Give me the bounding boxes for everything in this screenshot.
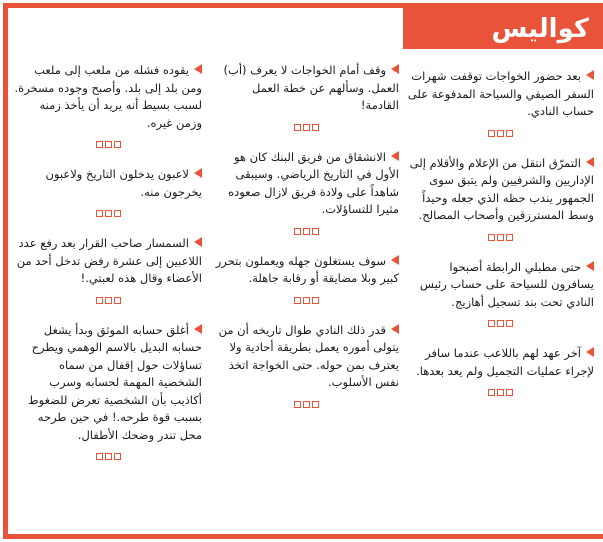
bullet-arrow-icon [391,151,399,161]
separator-squares-icon [213,119,399,127]
bullet-arrow-icon [194,64,202,74]
section-title: كواليس [491,14,589,44]
separator-squares-icon [406,229,594,237]
column-right [406,68,594,414]
news-item [213,149,399,231]
news-item [406,345,594,392]
separator-squares-icon [213,396,399,404]
bullet-arrow-icon [194,237,202,247]
news-item [213,253,399,300]
item-text: الانشقاق من فريق البنك كان هو الأول في التاريخ الرياضي. وسيبقى شاهداً على ولادة فريق لازال صعوده مثيرا للتساؤلات. [228,149,399,216]
frame-bottom-border [3,534,603,539]
item-text: يقوده فشله من ملعب إلى ملعب ومن بلد إلى بلد. وأصبح وجوده مسخرة. لسبب بسيط أنه يريد أن يأخذ زمنه وزمن غيره. [14,63,202,130]
item-text: التمرّق انتقل من الإعلام والأقلام إلى الإداريين والشرفيين ولم يتبق سوى الجمهور يندب حظه الذي جعله وحيداً وسط المسترزقين وأصحاب المصالح. [409,155,594,222]
header-bar [403,3,603,49]
bullet-arrow-icon [194,324,202,334]
separator-squares-icon [406,125,594,133]
bullet-arrow-icon [586,261,594,271]
item-text: قدر ذلك النادي طوال تاريخه أن من يتولى أموره يعمل بطريقة أحادية ولا يعترف بمن حوله. حتى الخواجة اتخذ نفس الأسلوب. [218,322,399,389]
bullet-arrow-icon [391,324,399,334]
item-text: آخر عهد لهم باللاعب عندما سافر لإجراء عمليات التجميل ولم يعد بعدها. [416,346,594,378]
bullet-arrow-icon [586,347,594,357]
item-text: أغلق حسابه الموثق وبدأ يشغل حسابه البديل بالاسم الوهمي ويطرح تساؤلات حول إقفال من سماه الشخصية المهمة لحسابه وسرب أكاذيب بأن الشخصية تعرض للضغوط بسبب قوة طرحه.! في حين طرحه محل تندر وضحك الأطفال. [28,322,202,442]
news-item [406,155,594,237]
bullet-arrow-icon [194,168,202,178]
news-item [406,68,594,133]
item-text: سوف يستغلون جهله ويعملون بتحرر كبير وبلا مضايقة أو رقابة جاهلة. [215,253,399,285]
item-text: السمسار صاحب القرار بعد رفع عدد اللاعبين إلى عشرة رفض تدخل أحد من الأعضاء وقال هذه لعبتي.! [16,236,202,285]
bullet-arrow-icon [391,255,399,265]
bullet-arrow-icon [586,70,594,80]
bullet-arrow-icon [391,64,399,74]
news-item [14,166,202,213]
item-text: وقف أمام الخواجات لا يعرف (أب) العمل. وسألهم عن خطة العمل القادمة! [223,63,399,112]
separator-squares-icon [14,136,202,144]
news-item [14,322,202,457]
item-text: حتى مطبلي الرابطة أصبحوا يسافرون للسياحة على حساب رئيس النادي تحت بند تسجيل أهازيج. [419,259,594,309]
bullet-arrow-icon [586,157,594,167]
separator-squares-icon [406,384,594,392]
column-middle [213,62,399,426]
column-left [14,62,202,478]
item-text: بعد حضور الخواجات توقفت شهرات السفر الصيفي والسياحة المدفوعة على حساب النادي. [407,69,594,118]
separator-squares-icon [406,315,594,323]
separator-squares-icon [14,448,202,456]
news-item [213,62,399,127]
separator-squares-icon [14,292,202,300]
news-item [14,235,202,300]
news-item [14,62,202,144]
separator-squares-icon [213,223,399,231]
separator-squares-icon [213,292,399,300]
news-item [406,259,594,324]
item-text: لاعبون يدخلون التاريخ ولاعبون يخرجون منه. [45,167,202,199]
news-item [213,322,399,404]
separator-squares-icon [14,205,202,213]
